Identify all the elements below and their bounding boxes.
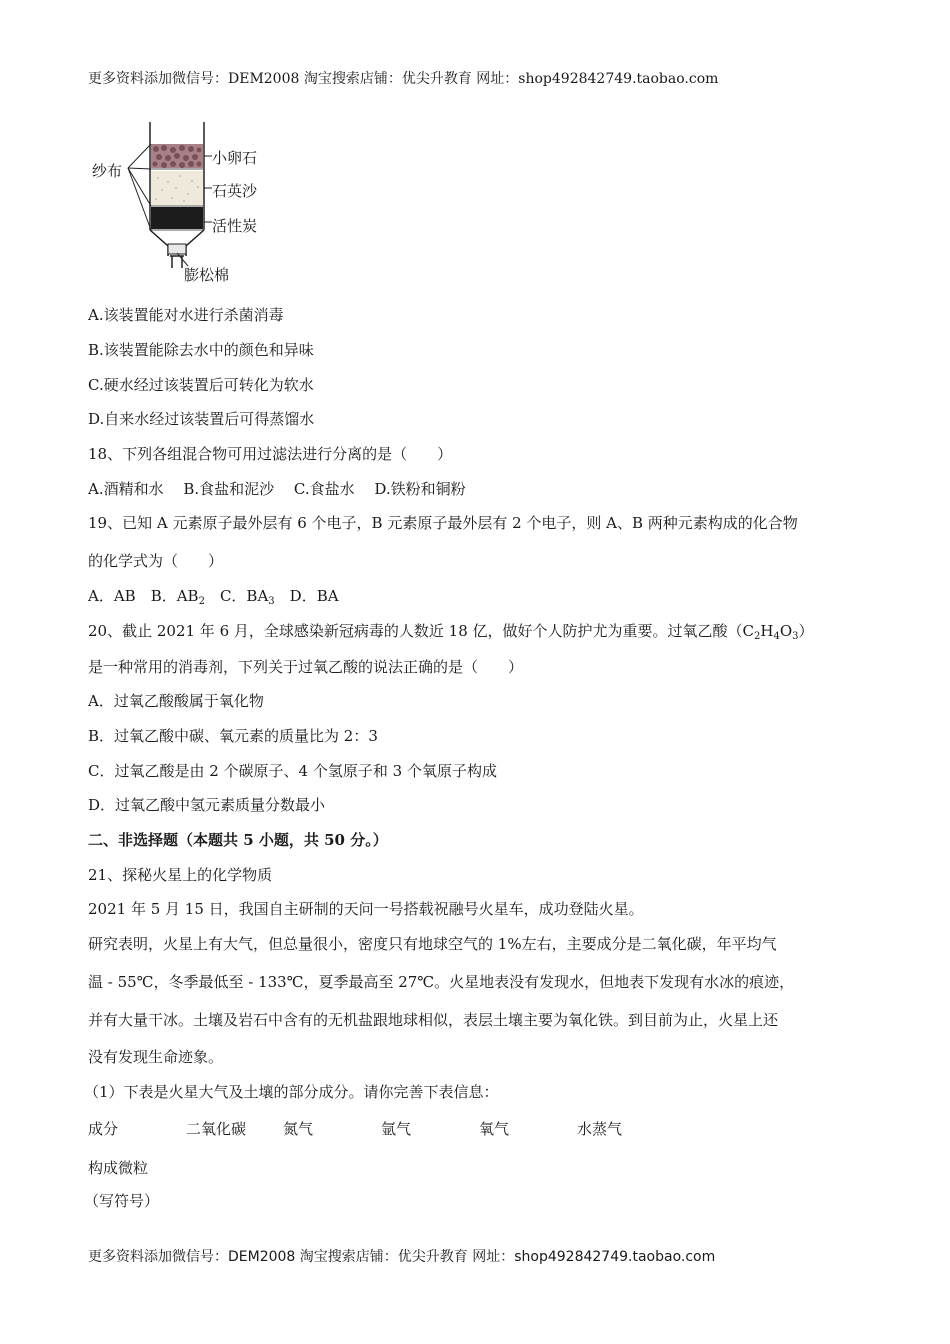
q21-paragraph-2-line3: 并有大量干冰。土壤及岩石中含有的无机盐跟地球相似，表层土壤主要为氧化铁。到目前为止，火星上还	[88, 1011, 779, 1029]
q20-sub-h: 4	[773, 631, 780, 642]
table-row-label-symbol-note: （写符号）	[84, 1192, 160, 1210]
table-row-label-particles: 构成微粒	[88, 1159, 149, 1177]
table-header-co2: 二氧化碳	[186, 1120, 247, 1138]
label-activated-carbon: 活性炭	[212, 217, 258, 235]
q20-formula-h: H	[760, 622, 774, 640]
table-header-n2: 氮气	[283, 1120, 314, 1138]
q20-option-c: C．过氧乙酸是由 2 个碳原子、4 个氢原子和 3 个氧原子构成	[88, 762, 497, 780]
q19-option-c: C．BA	[204, 587, 269, 605]
table-header-water-vapor: 水蒸气	[577, 1120, 623, 1138]
q19-stem-line2: 的化学式为（ ）	[88, 552, 224, 570]
q20-option-a: A．过氧乙酸酸属于氧化物	[88, 692, 264, 710]
q20-stem-line2: 是一种常用的消毒剂，下列关于过氧乙酸的说法正确的是（ ）	[88, 658, 524, 676]
q20-option-d: D．过氧乙酸中氢元素质量分数最小	[88, 796, 326, 814]
label-gauze: 纱布	[92, 162, 123, 180]
q20-sub-c: 2	[753, 631, 761, 642]
q19-sub-3: 3	[268, 596, 275, 607]
q19-option-ab: A．AB B．AB	[88, 587, 199, 605]
q20-stem-post: ）	[798, 622, 814, 640]
table-header-o2: 氧气	[479, 1120, 510, 1138]
q21-paragraph-2-line2: 温 - 55℃，冬季最低至 - 133℃，夏季最高至 27℃。火星地表没有发现水，但地表下发现有水冰的痕迹，	[88, 973, 795, 991]
q17-option-b: B.该装置能除去水中的颜色和异味	[88, 341, 314, 359]
carbon-layer	[151, 207, 203, 229]
q21-title: 21、探秘火星上的化学物质	[88, 866, 273, 884]
q19-stem-line1: 19、已知 A 元素原子最外层有 6 个电子，B 元素原子最外层有 2 个电子，则 A、B 两种元素构成的化合物	[88, 514, 798, 532]
q21-sub-question-1: （1）下表是火星大气及土壤的部分成分。请你完善下表信息：	[84, 1083, 499, 1101]
label-pebbles: 小卵石	[212, 149, 258, 167]
q20-stem-line1	[88, 620, 814, 642]
label-cotton: 膨松棉	[184, 266, 230, 284]
q17-option-a: A.该装置能对水进行杀菌消毒	[88, 306, 284, 324]
table-header-component: 成分	[88, 1120, 119, 1138]
q19-option-d: D．BA	[274, 587, 339, 605]
page-header: 更多资料添加微信号：DEM2008 淘宝搜索店铺：优尖升教育 网址：shop492842749.taobao.com	[88, 71, 719, 87]
page-footer: 更多资料添加微信号：DEM2008 淘宝搜索店铺：优尖升教育 网址：shop492842749.taobao.com	[88, 1249, 716, 1265]
q18-options: A.酒精和水 B.食盐和泥沙 C.食盐水 D.铁粉和铜粉	[88, 480, 466, 498]
q20-stem-pre: 20、截止 2021 年 6 月，全球感染新冠病毒的人数近 18 亿，做好个人防护尤为重要。过氧乙酸（C	[88, 622, 754, 640]
q20-option-b: B．过氧乙酸中碳、氧元素的质量比为 2：3	[88, 727, 378, 745]
q21-paragraph-1: 2021 年 5 月 15 日，我国自主研制的天问一号搭载祝融号火星车，成功登陆火星。	[88, 900, 644, 918]
q19-options	[88, 585, 339, 607]
q21-paragraph-2-line1: 研究表明，火星上有大气，但总量很小，密度只有地球空气的 1%左右，主要成分是二氧化碳，年平均气	[88, 935, 777, 953]
section2-title: 二、非选择题（本题共 5 小题，共 50 分。）	[88, 831, 388, 849]
label-quartz-sand: 石英沙	[212, 182, 258, 200]
q17-option-d: D.自来水经过该装置后可得蒸馏水	[88, 410, 315, 428]
water-filter-figure	[88, 118, 288, 290]
q20-sub-o: 3	[792, 631, 799, 642]
q17-option-c: C.硬水经过该装置后可转化为软水	[88, 376, 314, 394]
q21-paragraph-2-line4: 没有发现生命迹象。	[88, 1048, 224, 1066]
q18-stem: 18、下列各组混合物可用过滤法进行分离的是（ ）	[88, 445, 453, 463]
q20-formula-o: O	[779, 622, 793, 640]
q19-sub-2: 2	[198, 596, 205, 607]
table-header-ar: 氩气	[381, 1120, 412, 1138]
